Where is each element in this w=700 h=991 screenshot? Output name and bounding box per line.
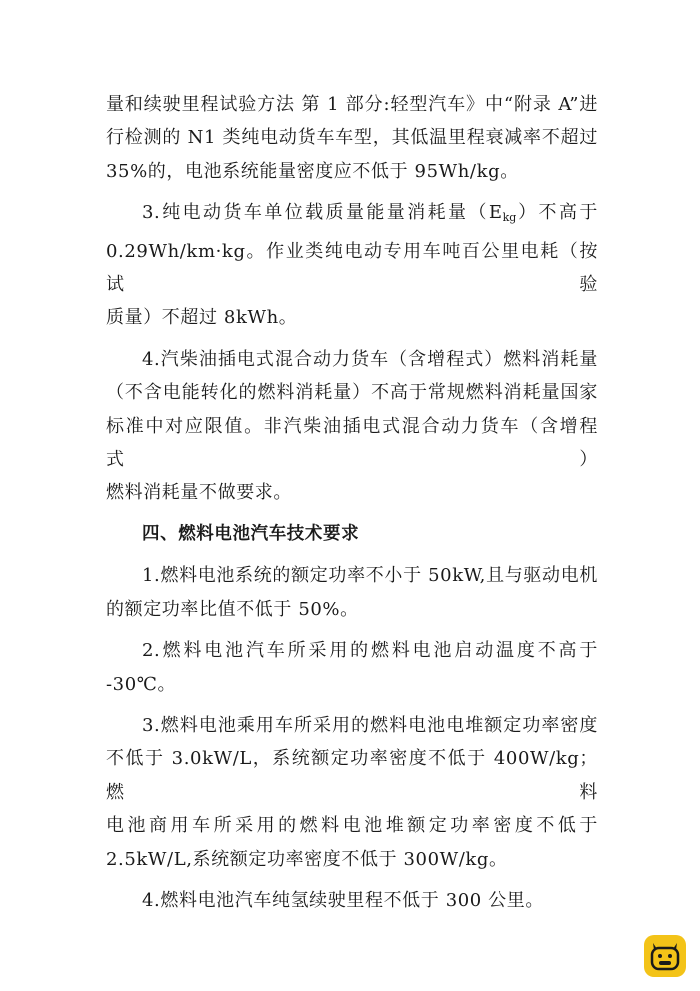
text-line: 标准中对应限值。非汽柴油插电式混合动力货车（含增程式） — [106, 415, 598, 471]
paragraph-fc-item-3 — [106, 709, 598, 876]
text-line: 0.29Wh/km·kg。作业类纯电动专用车吨百公里电耗（按试验 — [106, 240, 598, 296]
text-line: 1.燃料电池系统的额定功率不小于 50kW,且与驱动电机 — [142, 565, 598, 587]
text-line: 2.燃料电池汽车所采用的燃料电池启动温度不高于 — [142, 640, 598, 662]
text-line: 不低于 3.0kW/L，系统额定功率密度不低于 400W/kg；燃料 — [106, 748, 598, 803]
paragraph-item-4-phev-truck — [106, 343, 598, 510]
text-line: 燃料消耗量不做要求。 — [106, 482, 292, 504]
text-segment: ）不高于 — [516, 202, 598, 224]
text-line: 行检测的 N1 类纯电动货车车型，其低温里程衰减率不超过 — [106, 127, 598, 149]
text-line: （不含电能转化的燃料消耗量）不高于常规燃料消耗量国家 — [106, 382, 598, 404]
text-line: 4.燃料电池汽车纯氢续驶里程不低于 300 公里。 — [142, 889, 544, 911]
text-segment: 3.纯电动货车单位载质量能量消耗量（E — [142, 202, 503, 224]
text-line: -30℃。 — [106, 673, 177, 695]
document-page — [106, 88, 598, 917]
paragraph-continuation — [106, 88, 598, 188]
text-line: 量和续驶里程试验方法 第 1 部分:轻型汽车》中“附录 A”进 — [106, 94, 598, 115]
text-line: 3.燃料电池乘用车所采用的燃料电池电堆额定功率密度 — [142, 714, 598, 736]
text-line: 2.5kW/L,系统额定功率密度不低于 300W/kg。 — [106, 848, 508, 870]
paragraph-fc-item-2 — [106, 634, 598, 701]
subscript-kg: kg — [502, 211, 517, 225]
cartoon-face-logo-icon[interactable] — [644, 935, 686, 977]
section-heading: 四、燃料电池汽车技术要求 — [142, 523, 360, 544]
text-line: 的额定功率比值不低于 50%。 — [106, 598, 359, 620]
text-line: 电池商用车所采用的燃料电池堆额定功率密度不低于 — [106, 815, 598, 837]
paragraph-fc-item-4 — [106, 884, 598, 917]
text-line: 质量）不超过 8kWh。 — [106, 307, 298, 329]
paragraph-fc-item-1 — [106, 559, 598, 626]
text-line: 35%的，电池系统能量密度应不低于 95Wh/kg。 — [106, 160, 519, 182]
logo-face-icon — [644, 935, 686, 977]
paragraph-item-3-ev-truck — [106, 196, 598, 335]
text-line: 4.汽柴油插电式混合动力货车（含增程式）燃料消耗量 — [142, 348, 598, 370]
text-line — [106, 196, 598, 234]
